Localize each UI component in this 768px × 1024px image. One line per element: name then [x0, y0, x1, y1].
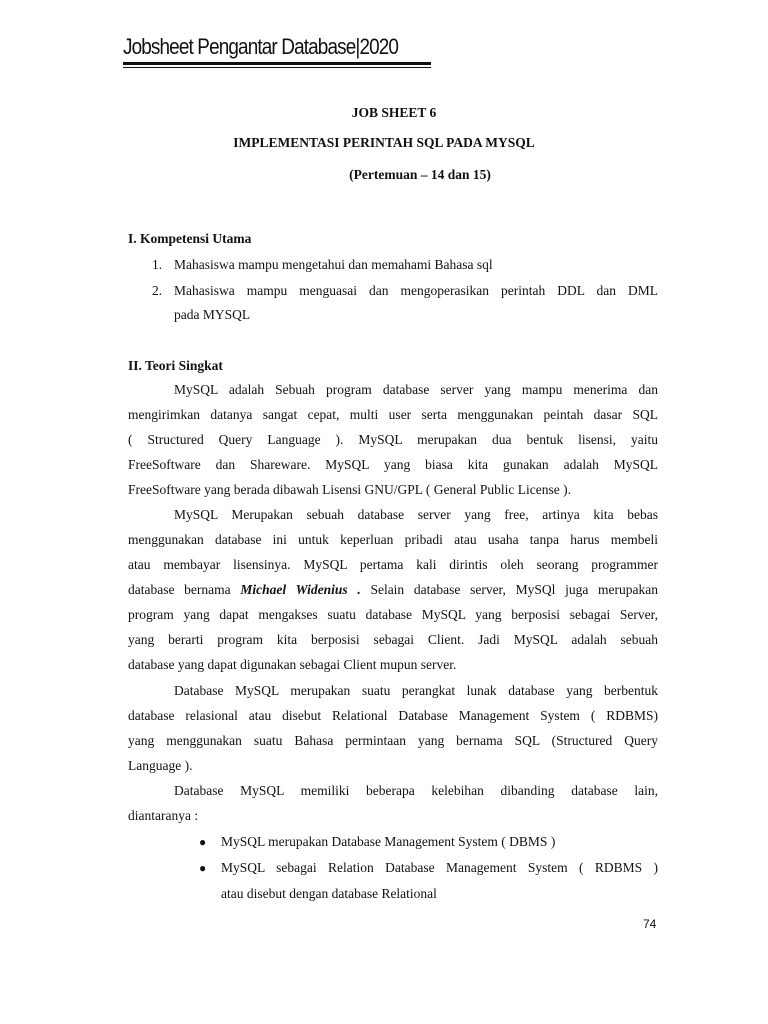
- bullet-item-continuation: atau disebut dengan database Relational: [221, 886, 437, 901]
- paragraph-line: database bernama Michael Widenius . Selain database server, MySQl juga merupakan: [128, 582, 659, 597]
- paragraph-line: Database MySQL merupakan suatu perangkat lunak database yang berbentuk: [174, 683, 658, 698]
- document-title: IMPLEMENTASI PERINTAH SQL PADA MYSQL: [233, 135, 535, 150]
- section-heading-kompetensi: I. Kompetensi Utama: [128, 231, 252, 246]
- paragraph-line: diantaranya :: [128, 808, 199, 823]
- paragraph-line: menggunakan database ini untuk keperluan pribadi atau usaha tanpa harus membeli: [128, 532, 658, 547]
- bullet-icon: ●: [199, 861, 207, 875]
- list-item: Mahasiswa mampu mengetahui dan memahami Bahasa sql: [174, 257, 493, 272]
- section-heading-teori: II. Teori Singkat: [128, 358, 223, 373]
- running-header: Jobsheet Pengantar Database|2020: [123, 34, 399, 59]
- bullet-item: MySQL sebagai Relation Database Management System ( RDBMS ): [221, 860, 658, 875]
- paragraph-line: Database MySQL memiliki beberapa kelebihan dibanding database lain,: [174, 783, 658, 798]
- list-item-continuation: pada MYSQL: [174, 307, 251, 322]
- page-number: 74: [643, 917, 657, 931]
- paragraph-line: Language ).: [128, 758, 193, 773]
- list-item: Mahasiswa mampu menguasai dan mengoperasikan perintah DDL dan DML: [174, 283, 658, 298]
- meeting-subtitle: (Pertemuan – 14 dan 15): [349, 167, 491, 182]
- paragraph-line: FreeSoftware dan Shareware. MySQL yang biasa kita gunakan adalah MySQL: [128, 457, 658, 472]
- paragraph-line: mengirimkan datanya sangat cepat, multi user serta menggunakan peintah dasar SQL: [128, 407, 658, 422]
- paragraph-line: database relasional atau disebut Relational Database Management System ( RDBMS): [128, 708, 658, 723]
- paragraph-line: yang menggunakan suatu Bahasa permintaan yang bernama SQL (Structured Query: [128, 733, 658, 748]
- list-number: 1.: [152, 257, 163, 272]
- jobsheet-number: JOB SHEET 6: [351, 105, 437, 120]
- author-name: Michael Widenius .: [240, 582, 361, 597]
- paragraph-line: ( Structured Query Language ). MySQL merupakan dua bentuk lisensi, yaitu: [128, 432, 658, 447]
- bullet-icon: ●: [199, 835, 207, 849]
- paragraph-line: MySQL Merupakan sebuah database server yang free, artinya kita bebas: [174, 507, 658, 522]
- list-number: 2.: [152, 283, 163, 298]
- paragraph-line: database yang dapat digunakan sebagai Client mupun server.: [128, 657, 457, 672]
- paragraph-line: program yang dapat mengakses suatu database MySQL yang berposisi sebagai Server,: [128, 607, 658, 622]
- header-rule-thin: [123, 67, 431, 68]
- paragraph-line: MySQL adalah Sebuah program database server yang mampu menerima dan: [174, 382, 658, 397]
- paragraph-line: atau membayar lisensinya. MySQL pertama kali dirintis oleh seorang programmer: [128, 557, 658, 572]
- paragraph-line: yang berarti program kita berposisi sebagai Client. Jadi MySQL adalah sebuah: [128, 632, 658, 647]
- header-rule: [123, 62, 431, 65]
- paragraph-line: FreeSoftware yang berada dibawah Lisensi GNU/GPL ( General Public License ).: [128, 482, 571, 497]
- bullet-item: MySQL merupakan Database Management System ( DBMS ): [221, 834, 556, 849]
